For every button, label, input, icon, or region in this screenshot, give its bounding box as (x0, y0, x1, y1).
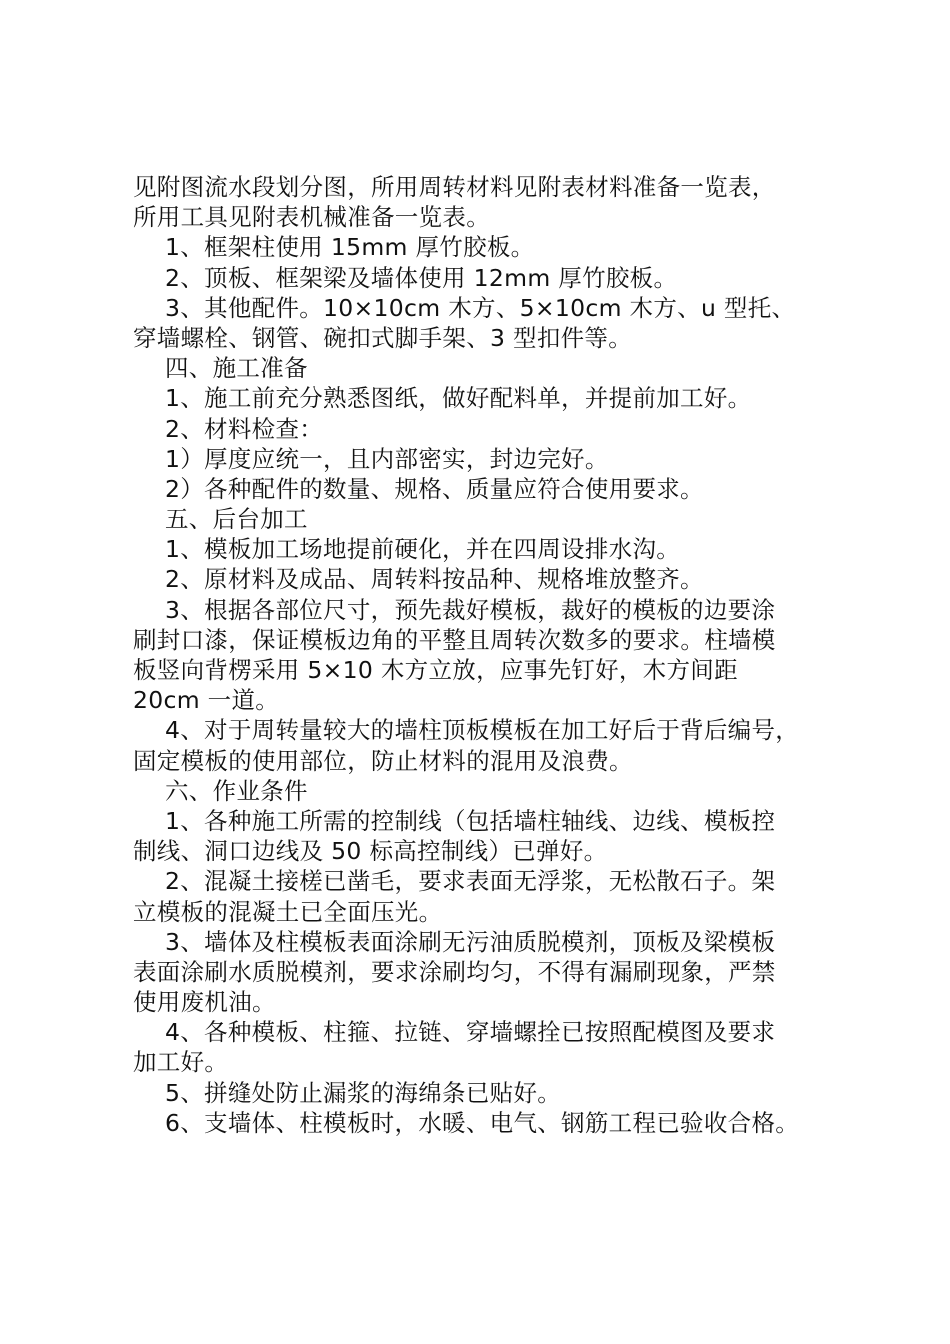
text-line: 6、支墙体、柱模板时，水暖、电气、钢筋工程已验收合格。 (165, 1108, 800, 1137)
text-line: 2、混凝土接槎已凿毛，要求表面无浮浆，无松散石子。架 (165, 867, 776, 896)
text-line: 4、对于周转量较大的墙柱顶板模板在加工好后于背后编号， (165, 716, 800, 745)
text-line: 板竖向背楞采用 5×10 木方立放，应事先钉好，木方间距 (133, 656, 738, 684)
text-line: 3、墙体及柱模板表面涂刷无污油质脱模剂，顶板及梁模板 (165, 927, 776, 956)
text-line: 1、框架柱使用 15mm 厚竹胶板。 (165, 233, 535, 262)
document-body (133, 172, 833, 1138)
text-line: 穿墙螺栓、钢管、碗扣式脚手架、3 型扣件等。 (133, 323, 633, 352)
text-line: 使用废机油。 (133, 988, 276, 1017)
text-line: 3、其他配件。10×10cm 木方、5×10cm 木方、u 型托、 (165, 293, 796, 322)
text-line: 加工好。 (133, 1048, 229, 1077)
text-line: 制线、洞口边线及 50 标高控制线）已弹好。 (133, 837, 608, 866)
text-line: 立模板的混凝土已全面压光。 (133, 897, 443, 926)
text-line: 2、顶板、框架梁及墙体使用 12mm 厚竹胶板。 (165, 263, 678, 292)
text-line: 刷封口漆，保证模板边角的平整且周转次数多的要求。柱墙模 (133, 625, 776, 654)
text-line: 所用工具见附表机械准备一览表。 (133, 203, 490, 232)
text-line: 2）各种配件的数量、规格、质量应符合使用要求。 (165, 474, 704, 503)
text-line: 表面涂刷水质脱模剂，要求涂刷均匀，不得有漏刷现象，严禁 (133, 957, 776, 986)
text-line: 4、各种模板、柱箍、拉链、穿墙螺拴已按照配模图及要求 (165, 1018, 776, 1047)
text-line: 20cm 一道。 (133, 686, 280, 715)
text-line: 1、施工前充分熟悉图纸，做好配料单，并提前加工好。 (165, 384, 752, 413)
text-line: 六、作业条件 (165, 776, 308, 805)
text-line: 1、模板加工场地提前硬化，并在四周设排水沟。 (165, 535, 681, 564)
text-line: 3、根据各部位尺寸，预先裁好模板，裁好的模板的边要涂 (165, 595, 776, 624)
text-line: 见附图流水段划分图，所用周转材料见附表材料准备一览表， (133, 173, 776, 201)
text-line: 2、材料检查： (165, 414, 324, 443)
text-line: 1、各种施工所需的控制线（包括墙柱轴线、边线、模板控 (165, 806, 776, 835)
text-line: 四、施工准备 (165, 354, 308, 383)
text-line: 5、拼缝处防止漏浆的海绵条已贴好。 (165, 1078, 562, 1107)
text-line: 五、后台加工 (165, 505, 308, 534)
text-line: 2、原材料及成品、周转料按品种、规格堆放整齐。 (165, 565, 704, 594)
text-line: 固定模板的使用部位，防止材料的混用及浪费。 (133, 746, 633, 775)
text-line: 1）厚度应统一，且内部密实，封边完好。 (165, 444, 609, 473)
